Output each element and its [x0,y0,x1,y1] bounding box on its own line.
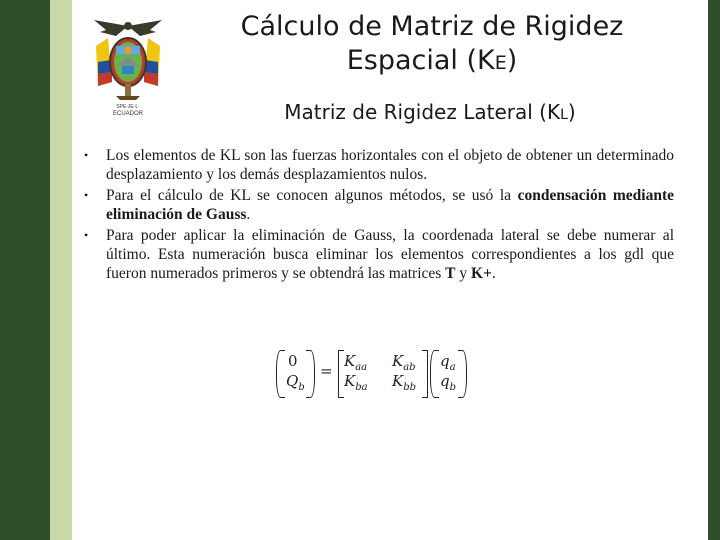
bullet-text-end: . [491,265,496,282]
slide-title-line2 [212,44,652,80]
coat-of-arms-icon [86,16,170,104]
slide-title [212,10,652,80]
bullet-item-2 [84,186,674,224]
left-light-bar [50,0,72,540]
slide-subtitle-sub: L [560,107,568,123]
matrix-k-ab [392,352,416,373]
bullet-text: Los elementos de KL son las fuerzas horizontales con el objeto de obtener un determinado desplazamiento y los demás desplazamientos nulos. [106,147,674,183]
lhs-bottom-sub: b [298,382,305,393]
rhs-right-paren [458,350,467,398]
matrix-k-ab-sub: ab [403,362,416,373]
matrix-k-aa-sub: aa [355,362,368,373]
vector-q-b-sub: b [449,382,457,393]
matrix-k-bb [392,372,416,393]
equals-sign: = [320,362,333,380]
slide-subtitle-close: ) [567,100,576,124]
slide-title-line1: Cálculo de Matriz de Rigidez [240,11,624,42]
lhs-top: 0 [288,352,298,370]
bullet-text: Para poder aplicar la eliminación de Gauss, la coordenada lateral se debe numerar al último. Esta numeración busca eliminar los elementos correspondientes a los gdl que fueron numerados primeros y se obtendrá las matrices [106,227,674,282]
ecuador-coat-of-arms-logo [86,16,170,120]
matrix-k-bb-sub: bb [403,382,417,393]
bullet-marker: • [84,228,89,242]
matrix-k-ba-sub: ba [355,382,368,393]
slide-title-line2-sub: E [494,52,507,74]
matrix-k-ab-base: K [392,352,404,370]
bullet-marker: • [84,188,89,202]
bullet-bold-t: T [445,265,456,282]
lhs-left-paren [276,350,285,398]
matrix-k-bb-base: K [392,372,404,390]
matrix-k-aa-base: K [344,352,356,370]
vector-q-a [440,352,456,373]
matrix-k-ba-base: K [344,372,356,390]
bullet-text-end: . [246,206,251,223]
left-dark-bar [0,0,50,540]
slide-title-line2-close: ) [506,45,518,76]
bullet-bold-kplus: K+ [471,265,492,282]
matrix-right-bracket [422,350,428,398]
vector-q-b-base: q [440,372,450,390]
vector-q-a-sub: a [449,362,456,373]
right-dark-bar [708,0,720,540]
vector-q-a-base: q [440,352,450,370]
matrix-k-ba [344,372,368,393]
lhs-bottom-base: Q [286,372,299,390]
slide-subtitle-main: Matriz de Rigidez Lateral (K [284,100,561,124]
rhs-left-paren [430,350,439,398]
bullet-item-3 [84,226,674,283]
emblem-caption [86,104,170,118]
bullet-text: Para el cálculo de KL se conocen algunos métodos, se usó la [106,187,518,204]
slide-title-line2-main: Espacial (K [346,45,495,76]
vector-q-b [440,372,456,393]
slide-subtitle [240,99,620,128]
lhs-bottom [286,372,305,393]
lhs-right-paren [306,350,315,398]
bullet-list [84,146,674,285]
bullet-bold-text: condensación mediante eliminación de Gauss [106,187,674,223]
matrix-k-aa [344,352,367,373]
bullet-text-mid: y [455,265,472,282]
bullet-marker: • [84,148,89,162]
matrix-equation [276,350,476,396]
emblem-caption-line1: SPE·JE·L· [116,104,140,110]
bullet-item-1 [84,146,674,184]
emblem-caption-line2: ECUADOR [112,111,143,117]
